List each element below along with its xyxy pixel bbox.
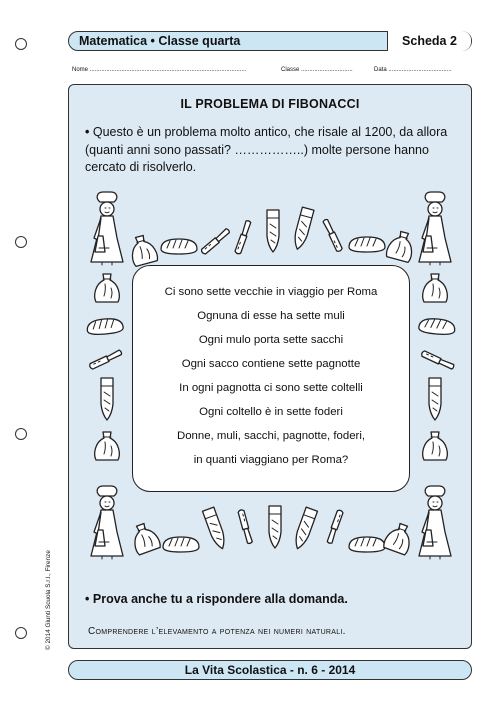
scabbard-icon: [429, 378, 441, 420]
class-line: Classe ...............................: [281, 67, 353, 73]
intro-text: Questo è un problema molto antico, che risale al 1200, da allora (quanti anni sono passati? ……………..) molte persone hanno cercato di risolverlo.: [85, 125, 448, 175]
sack-icon: [127, 233, 158, 266]
punch-hole-icon: [15, 627, 27, 639]
scabbard-icon: [203, 507, 229, 551]
poem-line: Donne, muli, sacchi, pagnotte, foderi,: [176, 430, 366, 442]
scabbard-icon: [292, 507, 318, 551]
sack-icon: [423, 274, 448, 302]
punch-hole-icon: [15, 236, 27, 248]
learning-objective: Comprendere l’elevamento a potenza nei numeri naturali.: [88, 626, 346, 637]
poem-line: Ogni sacco contiene sette pagnotte: [181, 358, 361, 370]
sack-icon: [95, 432, 120, 460]
bread-loaf-icon: [86, 317, 123, 335]
bread-loaf-icon: [161, 239, 197, 254]
copyright-note: © 2014 Giunti Scuola S.r.l., Firenze: [45, 550, 52, 650]
illustrated-frame: [85, 188, 457, 568]
old-woman-icon: [91, 192, 123, 265]
punch-hole-icon: [15, 38, 27, 50]
punch-hole-icon: [15, 428, 27, 440]
bullet-icon: •: [85, 592, 90, 606]
sack-icon: [385, 229, 416, 262]
scabbard-icon: [269, 506, 281, 548]
knife-icon: [200, 228, 230, 255]
scabbard-icon: [292, 207, 314, 251]
scabbard-icon: [267, 210, 279, 252]
task-text: Prova anche tu a rispondere alla domanda.: [92, 592, 348, 606]
knife-icon: [323, 218, 343, 252]
poem-box: [132, 265, 410, 492]
bread-loaf-icon: [163, 537, 199, 552]
sack-icon: [95, 274, 120, 302]
poem-line: in quanti viaggiano per Roma?: [193, 454, 349, 466]
intro-paragraph: [85, 124, 457, 177]
name-line: Nome ..............................................................................................: [72, 67, 247, 73]
subject-label: Matematica • Classe quarta: [79, 34, 241, 48]
task-instruction: [85, 592, 348, 606]
scabbard-icon: [101, 378, 113, 420]
sack-icon: [423, 432, 448, 460]
old-woman-icon: [419, 486, 451, 559]
poem-line: In ogni pagnotta ci sono sette coltelli: [179, 382, 363, 394]
sack-icon: [129, 521, 162, 556]
bread-loaf-icon: [418, 317, 455, 335]
sheet-label: Scheda 2: [387, 31, 471, 51]
header-bar: [68, 31, 472, 51]
bread-loaf-icon: [349, 237, 385, 252]
knife-icon: [326, 509, 343, 543]
poem-line: Ogni coltello è in sette foderi: [199, 406, 343, 418]
worksheet-title: IL PROBLEMA DI FIBONACCI: [180, 97, 360, 111]
old-woman-icon: [91, 486, 123, 559]
knife-icon: [421, 350, 455, 370]
poem-line: Ci sono sette vecchie in viaggio per Roma: [164, 286, 378, 298]
knife-icon: [89, 350, 123, 370]
worksheet-panel: [68, 84, 472, 649]
footer-bar: La Vita Scolastica - n. 6 - 2014: [68, 660, 472, 680]
knife-icon: [235, 220, 252, 254]
knife-icon: [238, 509, 253, 544]
date-line: Data ......................................: [374, 67, 452, 73]
sack-icon: [383, 521, 416, 556]
bread-loaf-icon: [349, 537, 385, 552]
poem-line: Ognuna di esse ha sette muli: [197, 310, 345, 322]
old-woman-icon: [419, 192, 451, 265]
bullet-icon: •: [85, 125, 90, 139]
poem-line: Ogni mulo porta sette sacchi: [198, 334, 344, 346]
